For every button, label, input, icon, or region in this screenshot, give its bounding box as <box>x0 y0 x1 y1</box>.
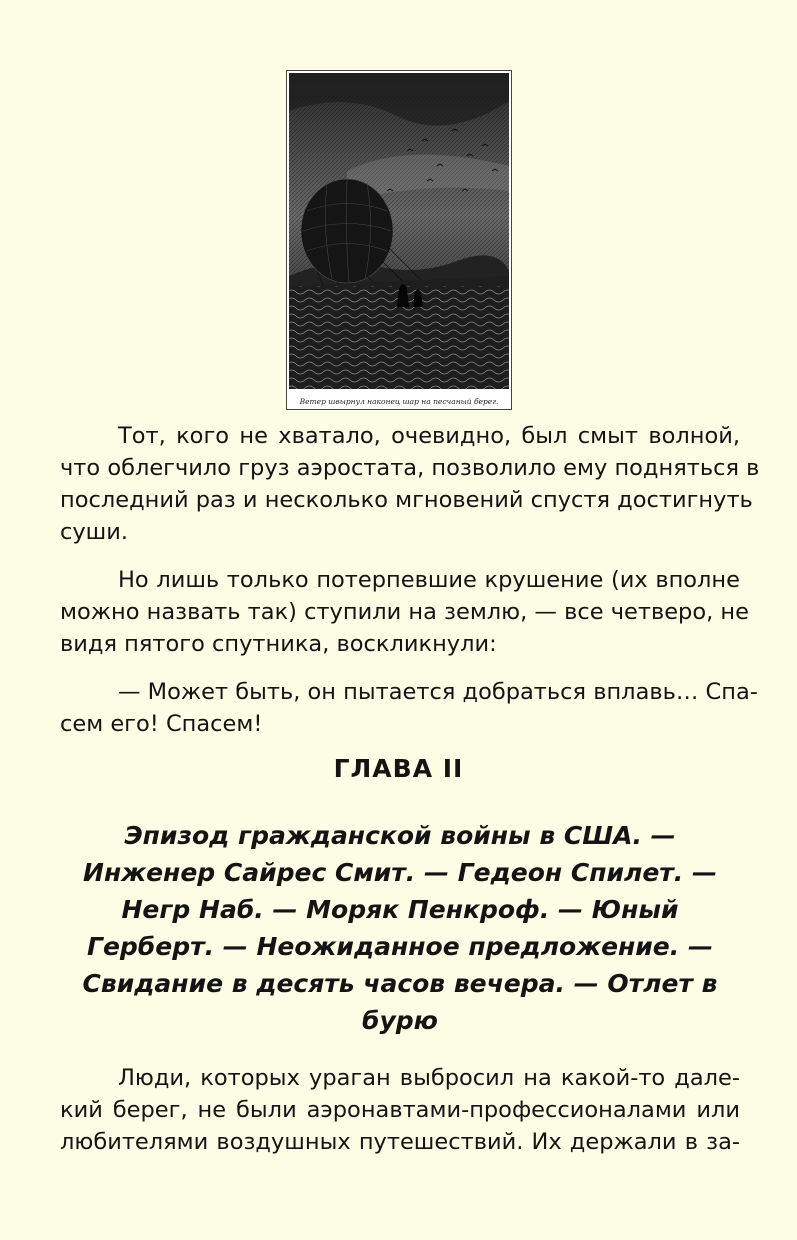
paragraph-3 <box>60 676 758 740</box>
paragraph-line: Но лишь только потерпевшие крушение (их вполне <box>118 567 740 593</box>
paragraph-line: — Может быть, он пытается добраться вплавь… Спа- <box>118 679 758 705</box>
paragraph-line: любителями воздушных путешествий. Их держали в за- <box>60 1129 740 1155</box>
paragraph-line: Тот, кого не хватало, очевидно, был смыт волной, <box>118 423 740 449</box>
paragraph-line: сем его! Спасем! <box>60 711 263 737</box>
paragraph-1 <box>60 420 760 548</box>
illustration-caption: Ветер швырнул наконец шар на песчаный берег. <box>299 397 499 406</box>
paragraph-line: кий берег, не были аэронавтами-профессионалами или <box>60 1097 740 1123</box>
subtitle-line: бурю <box>362 1006 438 1035</box>
subtitle-line: Эпизод гражданской войны в США. — <box>124 821 676 850</box>
subtitle-line: Свидание в десять часов вечера. — Отлет в <box>82 969 718 998</box>
subtitle-line: Негр Наб. — Моряк Пенкроф. — Юный <box>121 895 679 924</box>
engraving-illustration <box>286 70 512 410</box>
paragraph-line: суши. <box>60 519 129 545</box>
chapter-subtitle <box>60 817 740 1039</box>
paragraph-line: последний раз и несколько мгновений спустя достигнуть <box>60 487 753 513</box>
subtitle-line: Инженер Сайрес Смит. — Гедеон Спилет. — <box>83 858 717 887</box>
paragraph-line: можно назвать так) ступили на землю, — все четверо, не <box>60 599 749 625</box>
subtitle-line: Герберт. — Неожиданное предложение. — <box>87 932 713 961</box>
paragraph-line: Люди, которых ураган выбросил на какой-то дале- <box>118 1065 740 1091</box>
paragraph-chapter-opening <box>60 1062 740 1158</box>
paragraph-line: что облегчило груз аэростата, позволило ему подняться в <box>60 455 760 481</box>
paragraph-line: видя пятого спутника, воскликнули: <box>60 631 497 657</box>
balloon-engraving-image <box>287 71 511 409</box>
chapter-title: ГЛАВА II <box>333 754 464 783</box>
paragraph-2 <box>60 564 749 660</box>
